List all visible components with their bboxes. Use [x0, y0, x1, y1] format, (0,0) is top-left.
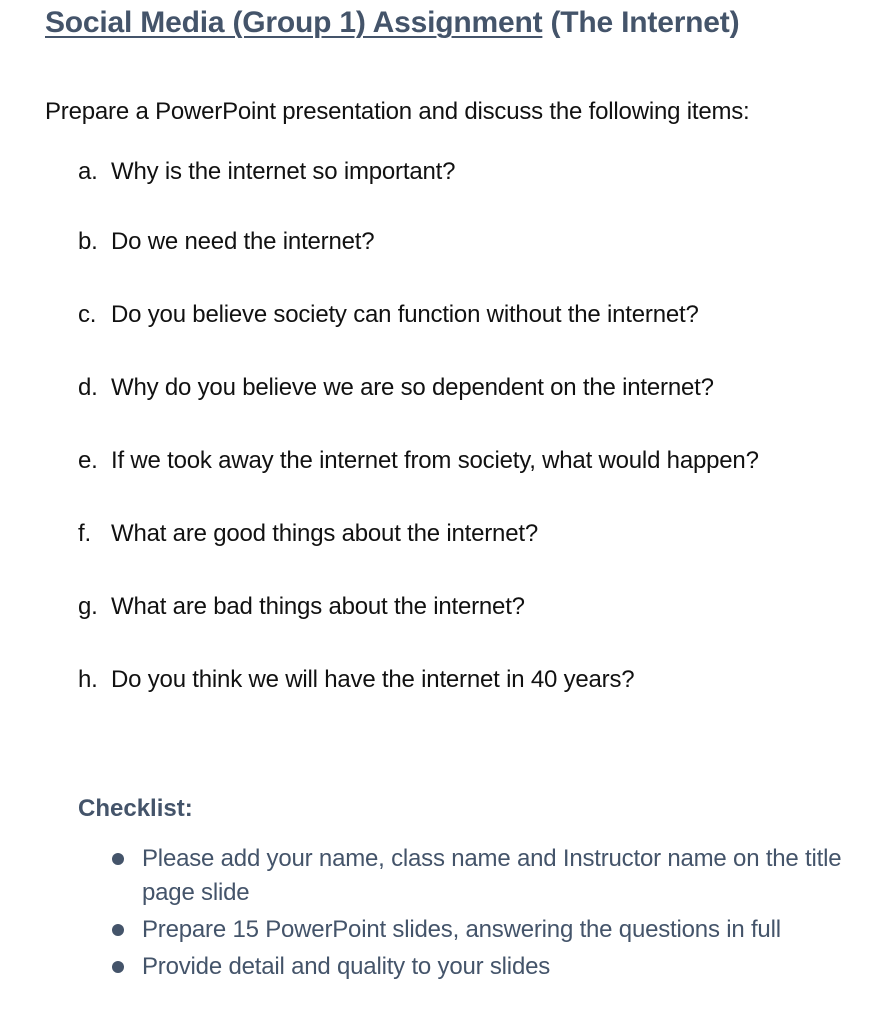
document-title [45, 6, 739, 40]
question-item [78, 374, 714, 402]
question-item [78, 158, 455, 186]
question-marker: a. [78, 158, 98, 185]
title-underlined-part: Social Media (Group 1) Assignment [45, 6, 543, 39]
intro-text: Prepare a PowerPoint presentation and discuss the following items: [45, 98, 750, 125]
question-item [78, 447, 759, 475]
checklist-item-text: Please add your name, class name and Instructor name on the title page slide [142, 845, 842, 906]
checklist [108, 842, 878, 987]
question-marker: c. [78, 301, 97, 328]
checklist-item-text: Provide detail and quality to your slides [142, 953, 551, 980]
bullet-icon [112, 853, 124, 865]
question-item [78, 301, 699, 329]
bullet-icon [112, 961, 124, 973]
question-item [78, 228, 374, 256]
question-text: Why is the internet so important? [111, 158, 456, 185]
question-item [78, 666, 634, 694]
question-text: What are good things about the internet? [111, 520, 538, 547]
checklist-item [108, 913, 878, 947]
question-text: If we took away the internet from society, what would happen? [111, 447, 759, 474]
question-marker: f. [78, 520, 91, 547]
question-marker: h. [78, 666, 98, 693]
title-rest: (The Internet) [542, 6, 740, 39]
question-item [78, 520, 538, 548]
checklist-item-text: Prepare 15 PowerPoint slides, answering the questions in full [142, 916, 781, 943]
question-text: Do you think we will have the internet in 40 years? [111, 666, 635, 693]
checklist-heading: Checklist: [78, 795, 193, 822]
question-text: Do you believe society can function without the internet? [111, 301, 699, 328]
question-marker: b. [78, 228, 98, 255]
question-marker: g. [78, 593, 98, 620]
question-text: Why do you believe we are so dependent on the internet? [111, 374, 714, 401]
checklist-item [108, 950, 878, 984]
question-text: Do we need the internet? [111, 228, 375, 255]
question-marker: d. [78, 374, 98, 401]
question-text: What are bad things about the internet? [111, 593, 525, 620]
checklist-item [108, 842, 878, 910]
question-marker: e. [78, 447, 98, 474]
bullet-icon [112, 924, 124, 936]
question-item [78, 593, 525, 621]
